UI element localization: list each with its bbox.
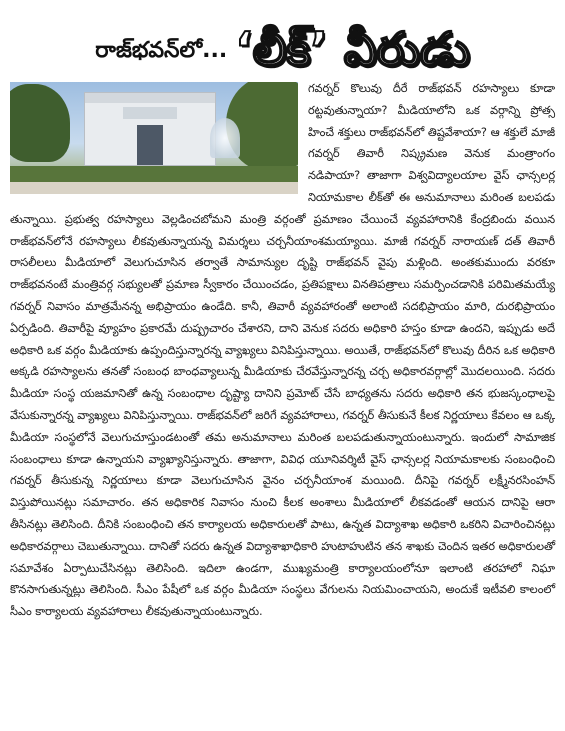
article-body [10,78,555,623]
raj-bhavan-photo [10,82,298,194]
headline-main: ‘లీక్’ వీరుడు [235,22,470,76]
article-text: గవర్నర్ కొలువు దీరే రాజ్‌భవన్ రహస్యాలు కూడా రట్టవుతున్నాయా? మీడియాలోని ఒక వర్గాన్ని ప్రోత్స హించే శక్తులు రాజ్‌భవన్‌లో తిష్టవేశాయా? ఆ శక్తులే మాజీ గవర్నర్ తివారీ నిష్క్రమణ వెనుక మంత్రాంగం నడిపాయా? తాజాగా విశ్వవిద్యాలయాల వైస్ ఛాన్సలర్ల నియామకాల లీక్‌తో ఈ అనుమానాలు మరింత బలపడు తున్నాయి. ప్రభుత్వ రహస్యాలు వెల్లడించబోమని మంత్రి వర్గంతో ప్రమాణం చేయించే వ్యవహారానికి కేంద్రబిందు వయిన రాజ్‌భవన్‌లోనే రహస్యాలు లీకవుతున్నాయన్న విమర్శలు చర్చనీయాంశమయ్యాయి. మాజీ గవర్నర్ నారాయణ్ దత్ తివారీ రాసలీలలు మీడియాలో వెలుగుచూసిన తర్వాతే సామాన్యుల దృష్టి రాజ్‌భవన్ వైపు మళ్లింది. అంతకుముందు వరకూ రాజ్‌భవనంటే మంత్రివర్గ సభ్యులతో ప్రమాణ స్వీకారం చేయించడం, ప్రతిపక్షాలు వినతిపత్రాలు సమర్పించడానికి పరిమితమయ్యే గవర్నర్ నివాసం మాత్రమేనన్న అభిప్రాయం ఉండేది. కానీ, తివారీ వ్యవహారంతో అలాంటి సదభిప్రాయం మారి, దురభిప్రాయం ఏర్పడింది. తివారీపై వ్యూహం ప్రకారమే దుష్ప్రచారం చేశారని, దాని వెనుక సదరు అధికారి హస్తం కూడా ఉందని, ఇప్పుడు అదే అధికారి ఒక వర్గం మీడియాకు ఉప్పందిస్తున్నారన్న వ్యాఖ్యలు వినిపిస్తున్నాయి. అయితే, రాజ్‌భవన్‌లో కొలువు దీరిన ఒక అధికారి అక్కడి రహస్యాలను తనతో సంబంధ బాంధవ్యాలున్న మీడియాకు చేరవేస్తున్నారన్న చర్చ అధికారవర్గాల్లో మొదలయింది. సదరు మీడియా సంస్థ యజమానితో ఉన్న సంబంధాల దృష్ట్యా దానిని ప్రమోట్ చేసే బాధ్యతను సదరు అధికారి తన భుజస్కంధాలపై వేసుకున్నారన్న వ్యాఖ్యలు వినిపిస్తున్నాయి. రాజ్‌భవన్‌లో జరిగే వ్యవహారాలు, గవర్నర్ తీసుకునే కీలక నిర్ణయాలు కేవలం ఆ ఒక్క మీడియా సంస్థలోనే వెలుగుచూస్తుండటంతో తమ అనుమానాలు మరింత బలపడుతున్నాయంటున్నారు. ఇందులో సామాజిక సంబంధాలు కూడా ఉన్నాయని వ్యాఖ్యానిస్తున్నారు. తాజాగా, వివిధ యూనివర్శిటీ వైస్ ఛాన్సలర్ల నియామకాలకు సంబంధించి గవర్నర్ తీసుకున్న నిర్ణయాలు కూడా వెలుగుచూసిన వైనం చర్చనీయాంశ మయింది. దీనిపై గవర్నర్ లక్ష్మీనరసింహన్ విస్తుపోయినట్లు సమాచారం. తన అధికారిక నివాసం నుంచి కీలక అంశాలు మీడియాలో లీకవడంతో ఆయన దానిపై ఆరా తీసినట్లు తెలిసింది. దీనికి సంబంధించి తన కార్యాలయ అధికారులతో పాటు, ఉన్నత విద్యాశాఖ అధికారి ఒకరిని విచారించినట్లు అధికారవర్గాలు చెబుతున్నాయి. దానితో సదరు ఉన్నత విద్యాశాఖాధికారి హుటాహుటిన తన శాఖకు చెందిన ఇతర అధికారులతో సమావేశం ఏర్పాటుచేసినట్లు తెలిసింది. ఇదిలా ఉండగా, ముఖ్యమంత్రి కార్యాలయంలోనూ ఇలాంటి తరహాలో నిఘా కొనసాగుతున్నట్లు తెలిసింది. సీఎం పేషీలో ఒక వర్గం మీడియా సంస్థలు వేగులను నియమించాయని, అందుకే ఇటీవలి కాలంలో సీఎం కార్యాలయ వ్యవహారాలు లీకవుతున్నాయంటున్నారు. [10,81,555,619]
headline-prefix: రాజ్‌భవన్‌లో... [95,38,228,63]
headline [10,0,555,78]
